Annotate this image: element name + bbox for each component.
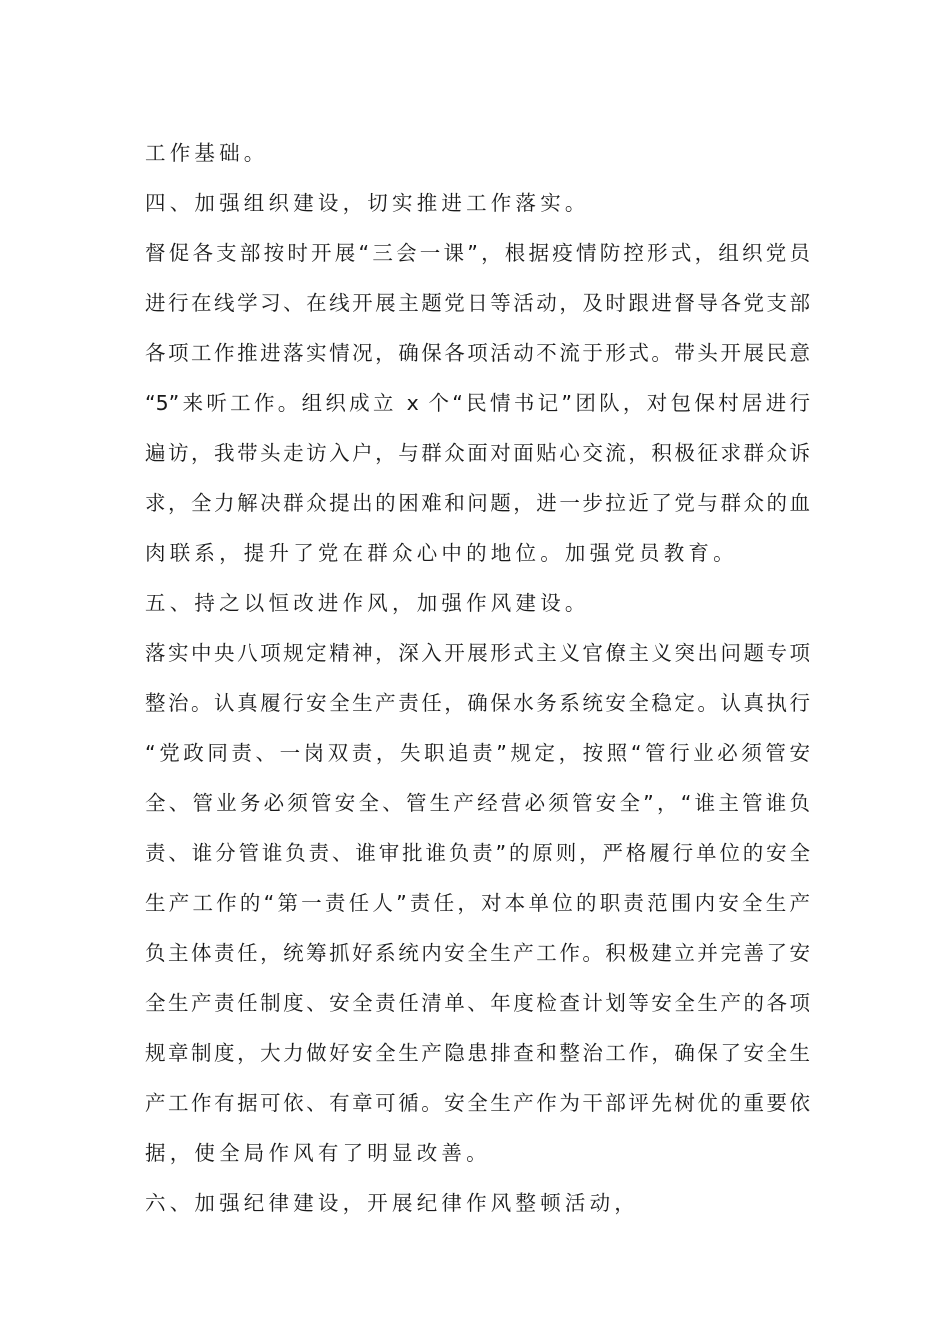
- paragraph-line: 负主体责任，统筹抓好系统内安全生产工作。积极建立并完善了安: [145, 941, 810, 965]
- paragraph-line: 生产工作的“第一责任人”责任，对本单位的职责范围内安全生产: [145, 891, 810, 915]
- paragraph-line: 全、管业务必须管安全、管生产经营必须管安全”，“谁主管谁负: [145, 791, 810, 815]
- paragraph-line: 督促各支部按时开展“三会一课”，根据疫情防控形式，组织党员: [145, 241, 810, 265]
- paragraph-line-last: 肉联系，提升了党在群众心中的地位。加强党员教育。: [145, 541, 738, 565]
- paragraph-line: 进行在线学习、在线开展主题党日等活动，及时跟进督导各党支部: [145, 291, 810, 315]
- paragraph-line: 落实中央八项规定精神，深入开展形式主义官僚主义突出问题专项: [145, 641, 810, 665]
- section-heading-4: 四、加强组织建设，切实推进工作落实。: [145, 191, 590, 215]
- paragraph-line: 产工作有据可依、有章可循。安全生产作为干部评先树优的重要依: [145, 1091, 810, 1115]
- paragraph-line: 全生产责任制度、安全责任清单、年度检查计划等安全生产的各项: [145, 991, 810, 1015]
- section-heading-5: 五、持之以恒改进作风，加强作风建设。: [145, 591, 590, 615]
- paragraph-line: 各项工作推进落实情况，确保各项活动不流于形式。带头开展民意: [145, 341, 810, 365]
- paragraph-line: “党政同责、一岗双责，失职追责”规定，按照“管行业必须管安: [145, 741, 810, 765]
- paragraph-line-continuation: 工作基础。: [145, 141, 269, 165]
- paragraph-line-last: 据，使全局作风有了明显改善。: [145, 1141, 491, 1165]
- section-heading-6: 六、加强纪律建设，开展纪律作风整顿活动，: [145, 1191, 639, 1215]
- paragraph-line: 整治。认真履行安全生产责任，确保水务系统安全稳定。认真执行: [145, 691, 810, 715]
- paragraph-line: 责、谁分管谁负责、谁审批谁负责”的原则，严格履行单位的安全: [145, 841, 810, 865]
- paragraph-line: 规章制度，大力做好安全生产隐患排查和整治工作，确保了安全生: [145, 1041, 810, 1065]
- paragraph-line: “5”来听工作。组织成立 x 个“民情书记”团队，对包保村居进行: [145, 391, 810, 415]
- paragraph-line: 遍访，我带头走访入户，与群众面对面贴心交流，积极征求群众诉: [145, 441, 810, 465]
- paragraph-line: 求，全力解决群众提出的困难和问题，进一步拉近了党与群众的血: [145, 491, 810, 515]
